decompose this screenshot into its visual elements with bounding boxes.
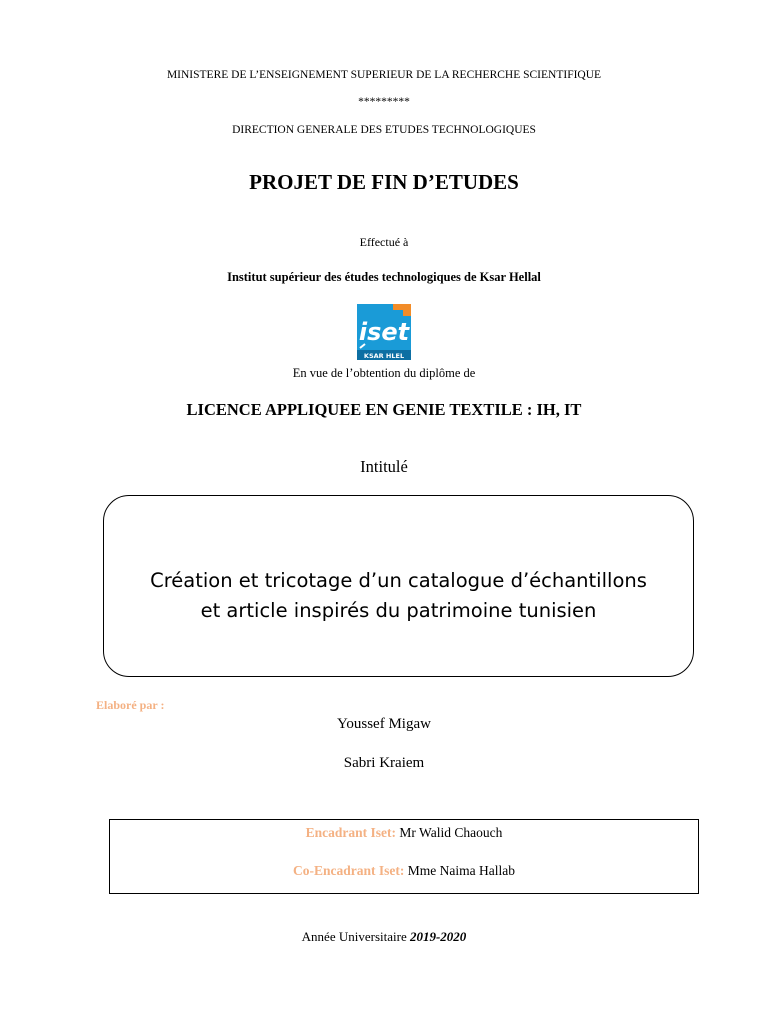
elabore-label: Elaboré par : [96,698,165,712]
diploma-name: LICENCE APPLIQUEE EN GENIE TEXTILE : IH, IT [186,400,582,419]
co-supervisor-line [110,863,698,879]
academic-year-value: 2019-2020 [409,929,467,944]
effectue-label: Effectué à [359,235,409,249]
logo-text: iset [358,318,410,346]
iset-logo-icon [357,304,411,360]
diploma-intro: En vue de l’obtention du diplôme de [292,366,476,380]
iset-logo [357,304,411,360]
document-title: PROJET DE FIN D’ETUDES [249,170,519,194]
project-title-line-2: et article inspirés du patrimoine tunisien [200,599,597,622]
ministry-header: MINISTERE DE L’ENSEIGNEMENT SUPERIEUR DE LA RECHERCHE SCIENTIFIQUE [166,69,602,81]
project-title-box [103,495,694,677]
project-title-line-1: Création et tricotage d’un catalogue d’échantillons [150,569,647,592]
academic-year [0,929,768,945]
co-supervisor-label: Co-Encadrant Iset: [293,863,405,878]
intitule-label: Intitulé [360,457,408,476]
co-supervisor-name: Mme Naima Hallab [407,863,515,878]
direction-header: DIRECTION GENERALE DES ETUDES TECHNOLOGIQUES [232,124,536,136]
academic-year-label: Année Universitaire [301,929,407,944]
project-title [104,566,693,626]
logo-subtext: KSAR HLEL [363,352,405,360]
header-separator: ********* [358,96,410,108]
author-2: Sabri Kraiem [343,755,425,771]
supervisor-label: Encadrant Iset: [305,825,397,840]
institution-name: Institut supérieur des études technologiques de Ksar Hellal [227,270,541,284]
supervisors-box [109,819,699,894]
supervisor-name: Mr Walid Chaouch [399,825,503,840]
supervisor-line [110,825,698,841]
author-1: Youssef Migaw [337,716,431,732]
